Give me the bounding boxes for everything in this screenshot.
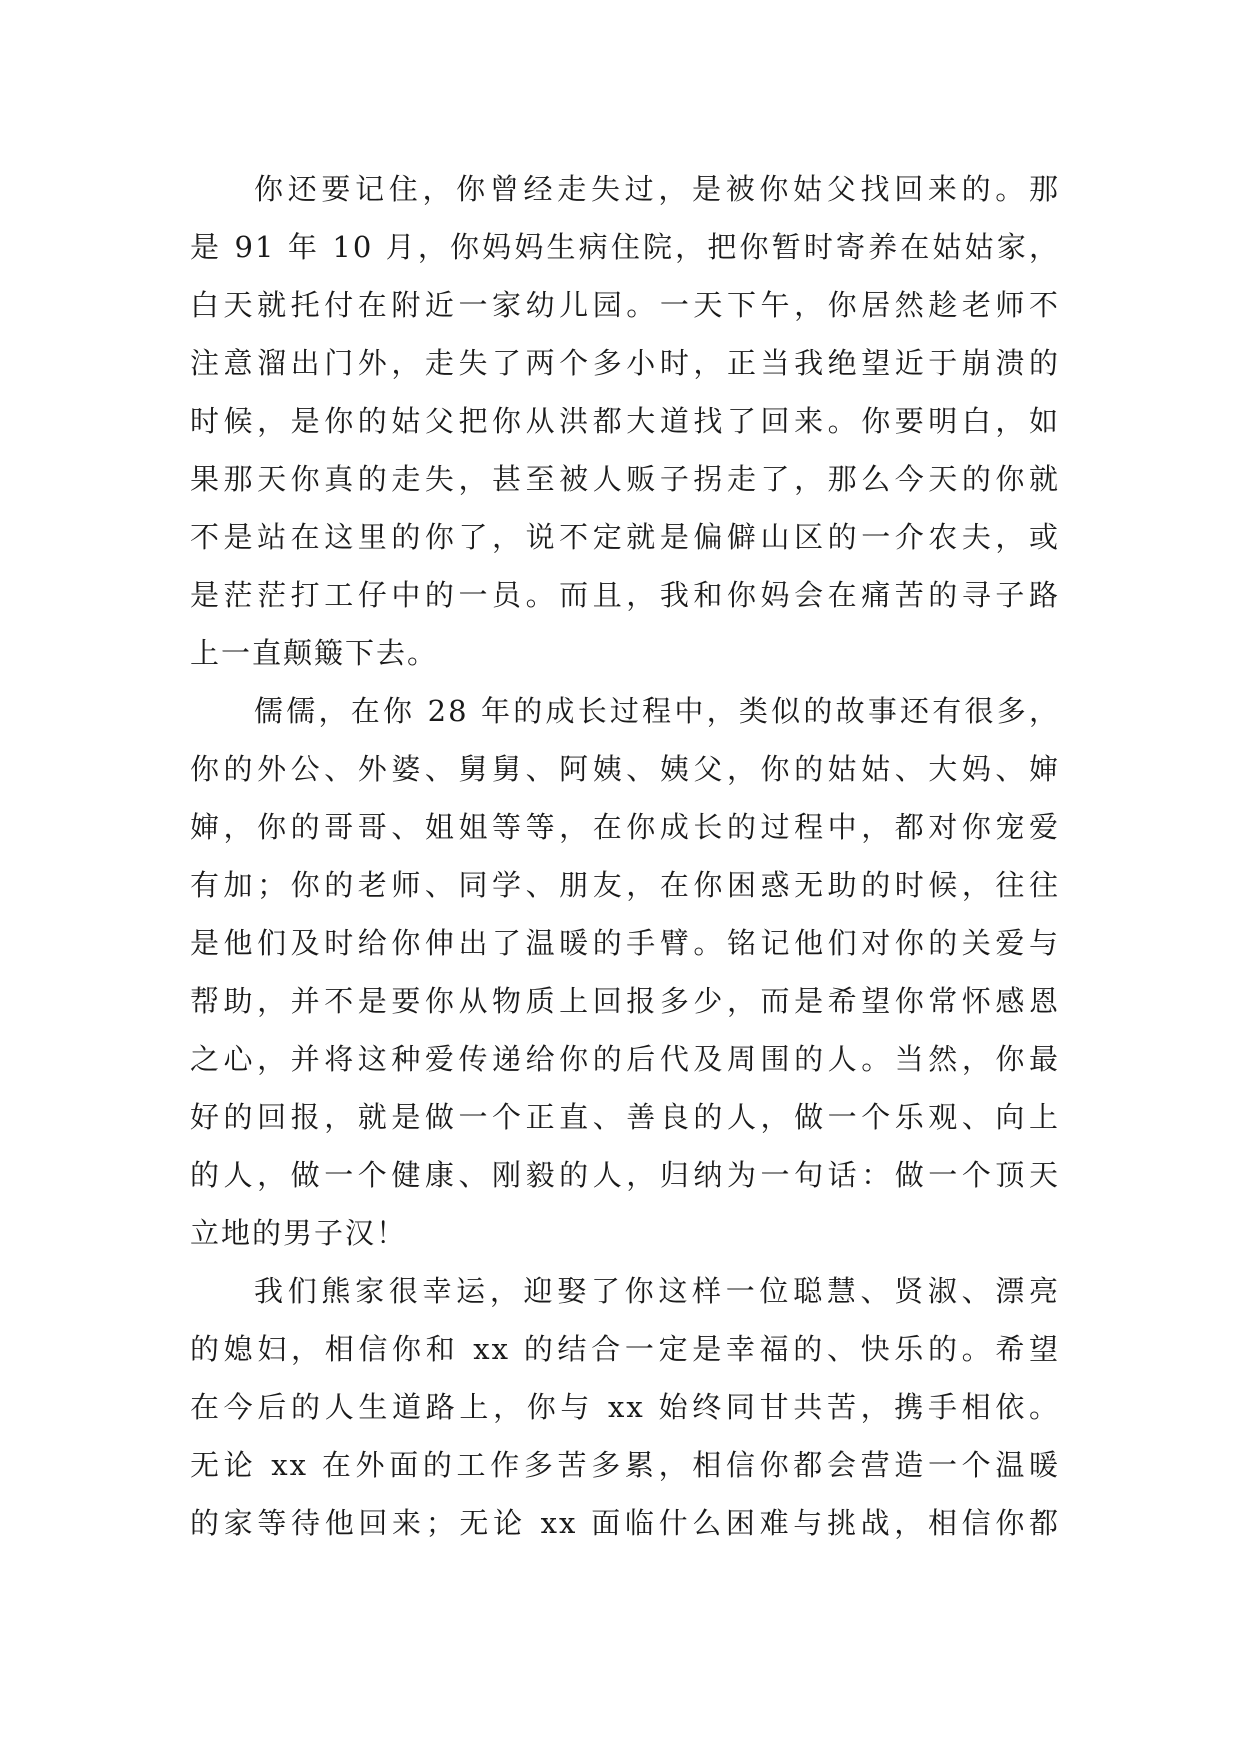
text-line: 之心，并将这种爱传递给你的后代及周围的人。当然，你最 (190, 1042, 1060, 1076)
text-line: 的媳妇，相信你和 xx 的结合一定是幸福的、快乐的。希望 (190, 1332, 1060, 1366)
text-line: 时候，是你的姑父把你从洪都大道找了回来。你要明白，如 (190, 404, 1060, 438)
paragraph (190, 1262, 1060, 1552)
text-line: 你的外公、外婆、舅舅、阿姨、姨父，你的姑姑、大妈、婶 (190, 752, 1060, 786)
text-line: 的人，做一个健康、刚毅的人，归纳为一句话：做一个顶天 (190, 1158, 1060, 1192)
text-line: 无论 xx 在外面的工作多苦多累，相信你都会营造一个温暖 (190, 1448, 1060, 1482)
text-line: 我们熊家很幸运，迎娶了你这样一位聪慧、贤淑、漂亮 (254, 1274, 1060, 1308)
text-line: 的家等待他回来；无论 xx 面临什么困难与挑战，相信你都 (190, 1506, 1060, 1540)
text-line: 有加；你的老师、同学、朋友，在你困惑无助的时候，往往 (190, 868, 1060, 902)
document-body (190, 160, 1060, 1552)
text-line: 白天就托付在附近一家幼儿园。一天下午，你居然趁老师不 (190, 288, 1060, 322)
text-line: 不是站在这里的你了，说不定就是偏僻山区的一介农夫，或 (190, 520, 1060, 554)
text-line: 立地的男子汉！ (190, 1216, 408, 1250)
text-line: 帮助，并不是要你从物质上回报多少，而是希望你常怀感恩 (190, 984, 1060, 1018)
text-line: 你还要记住，你曾经走失过，是被你姑父找回来的。那 (254, 172, 1060, 206)
text-line: 上一直颠簸下去。 (190, 636, 439, 670)
text-line: 在今后的人生道路上，你与 xx 始终同甘共苦，携手相依。 (190, 1390, 1060, 1424)
text-line: 是 91 年 10 月，你妈妈生病住院，把你暂时寄养在姑姑家， (190, 230, 1060, 264)
paragraph (190, 682, 1060, 1262)
paragraph (190, 160, 1060, 682)
text-line: 婶，你的哥哥、姐姐等等，在你成长的过程中，都对你宠爱 (190, 810, 1060, 844)
text-line: 儒儒，在你 28 年的成长过程中，类似的故事还有很多， (254, 694, 1060, 728)
text-line: 果那天你真的走失，甚至被人贩子拐走了，那么今天的你就 (190, 462, 1060, 496)
text-line: 是茫茫打工仔中的一员。而且，我和你妈会在痛苦的寻子路 (190, 578, 1060, 612)
text-line: 注意溜出门外，走失了两个多小时，正当我绝望近于崩溃的 (190, 346, 1060, 380)
text-line: 好的回报，就是做一个正直、善良的人，做一个乐观、向上 (190, 1100, 1060, 1134)
text-line: 是他们及时给你伸出了温暖的手臂。铭记他们对你的关爱与 (190, 926, 1060, 960)
